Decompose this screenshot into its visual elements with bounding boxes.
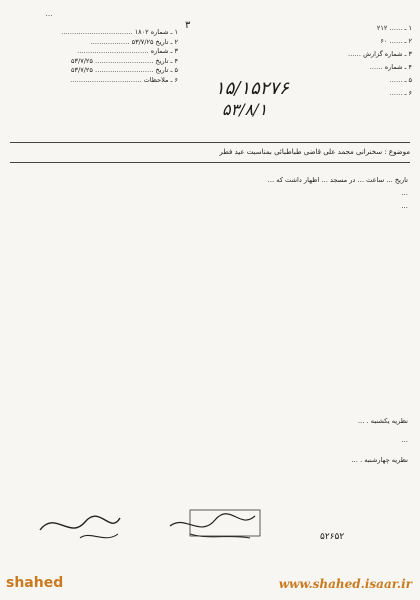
header-right-line: ۲ ـ …… ۶۰ [380, 37, 412, 45]
signature-strokes [10, 500, 410, 552]
subject-divider [10, 162, 410, 163]
closing-paragraph: نظریه یکشنبه . … [357, 416, 408, 425]
header-left-line: ۳ ـ شماره …………………………… [77, 47, 178, 55]
header-divider [10, 142, 410, 143]
header-right-line: ۱ ـ …… ۲۱۲ [376, 24, 412, 32]
header-right-line: ۴ ـ شماره …… [369, 63, 412, 71]
header-left-line: ۲ ـ تاریخ ۵۳/۷/۲۵ ……………… [90, 37, 178, 46]
body-paragraph: تاریخ … ساعت … در مسجد … اظهار داشت که … [267, 176, 408, 184]
handwritten-reference: ۳ [185, 20, 191, 31]
body-paragraph: … [401, 202, 408, 210]
closing-paragraph: نظریه چهارشنبه . … [351, 455, 408, 464]
header-right-block [322, 22, 412, 100]
header-right-line: ۶ ـ …… [389, 89, 412, 97]
header-right-line: ۳ ـ شماره گزارش …… [348, 50, 412, 58]
report-body [10, 174, 408, 213]
watermark-right: www.shahed.isaar.ir [278, 577, 412, 591]
header-stamp: … [45, 10, 53, 18]
header-left-line: ۶ ـ ملاحظات …………………………… [70, 75, 178, 84]
subject-line: موضوع : سخنرانی محمد علی قاضی طباطبائی بمناسبت عید فطر [219, 148, 410, 156]
watermark-left: shahed [6, 575, 64, 591]
header-left-line: ۵ ـ تاریخ ……………………… ۵۳/۷/۲۵ [71, 66, 178, 74]
report-closing [12, 408, 408, 473]
header-left-block [8, 8, 178, 85]
signature-number: ۵۲۶۵۲ [320, 532, 345, 542]
header-right-line: ۵ ـ …… [389, 76, 412, 84]
closing-paragraph: … [401, 436, 408, 445]
body-paragraph: … [401, 189, 408, 197]
handwritten-number: ۱۵/۱۵۲۷۶ [215, 78, 289, 99]
header-left-line: ۴ ـ تاریخ ……………………… ۵۳/۷/۲۵ [71, 56, 178, 65]
handwritten-date: ۵۳/۸/۱ [222, 100, 268, 119]
signature-area [10, 500, 410, 552]
header-left-line: ۱ ـ شماره ۱۸۰۲ …………………………… [61, 28, 178, 36]
